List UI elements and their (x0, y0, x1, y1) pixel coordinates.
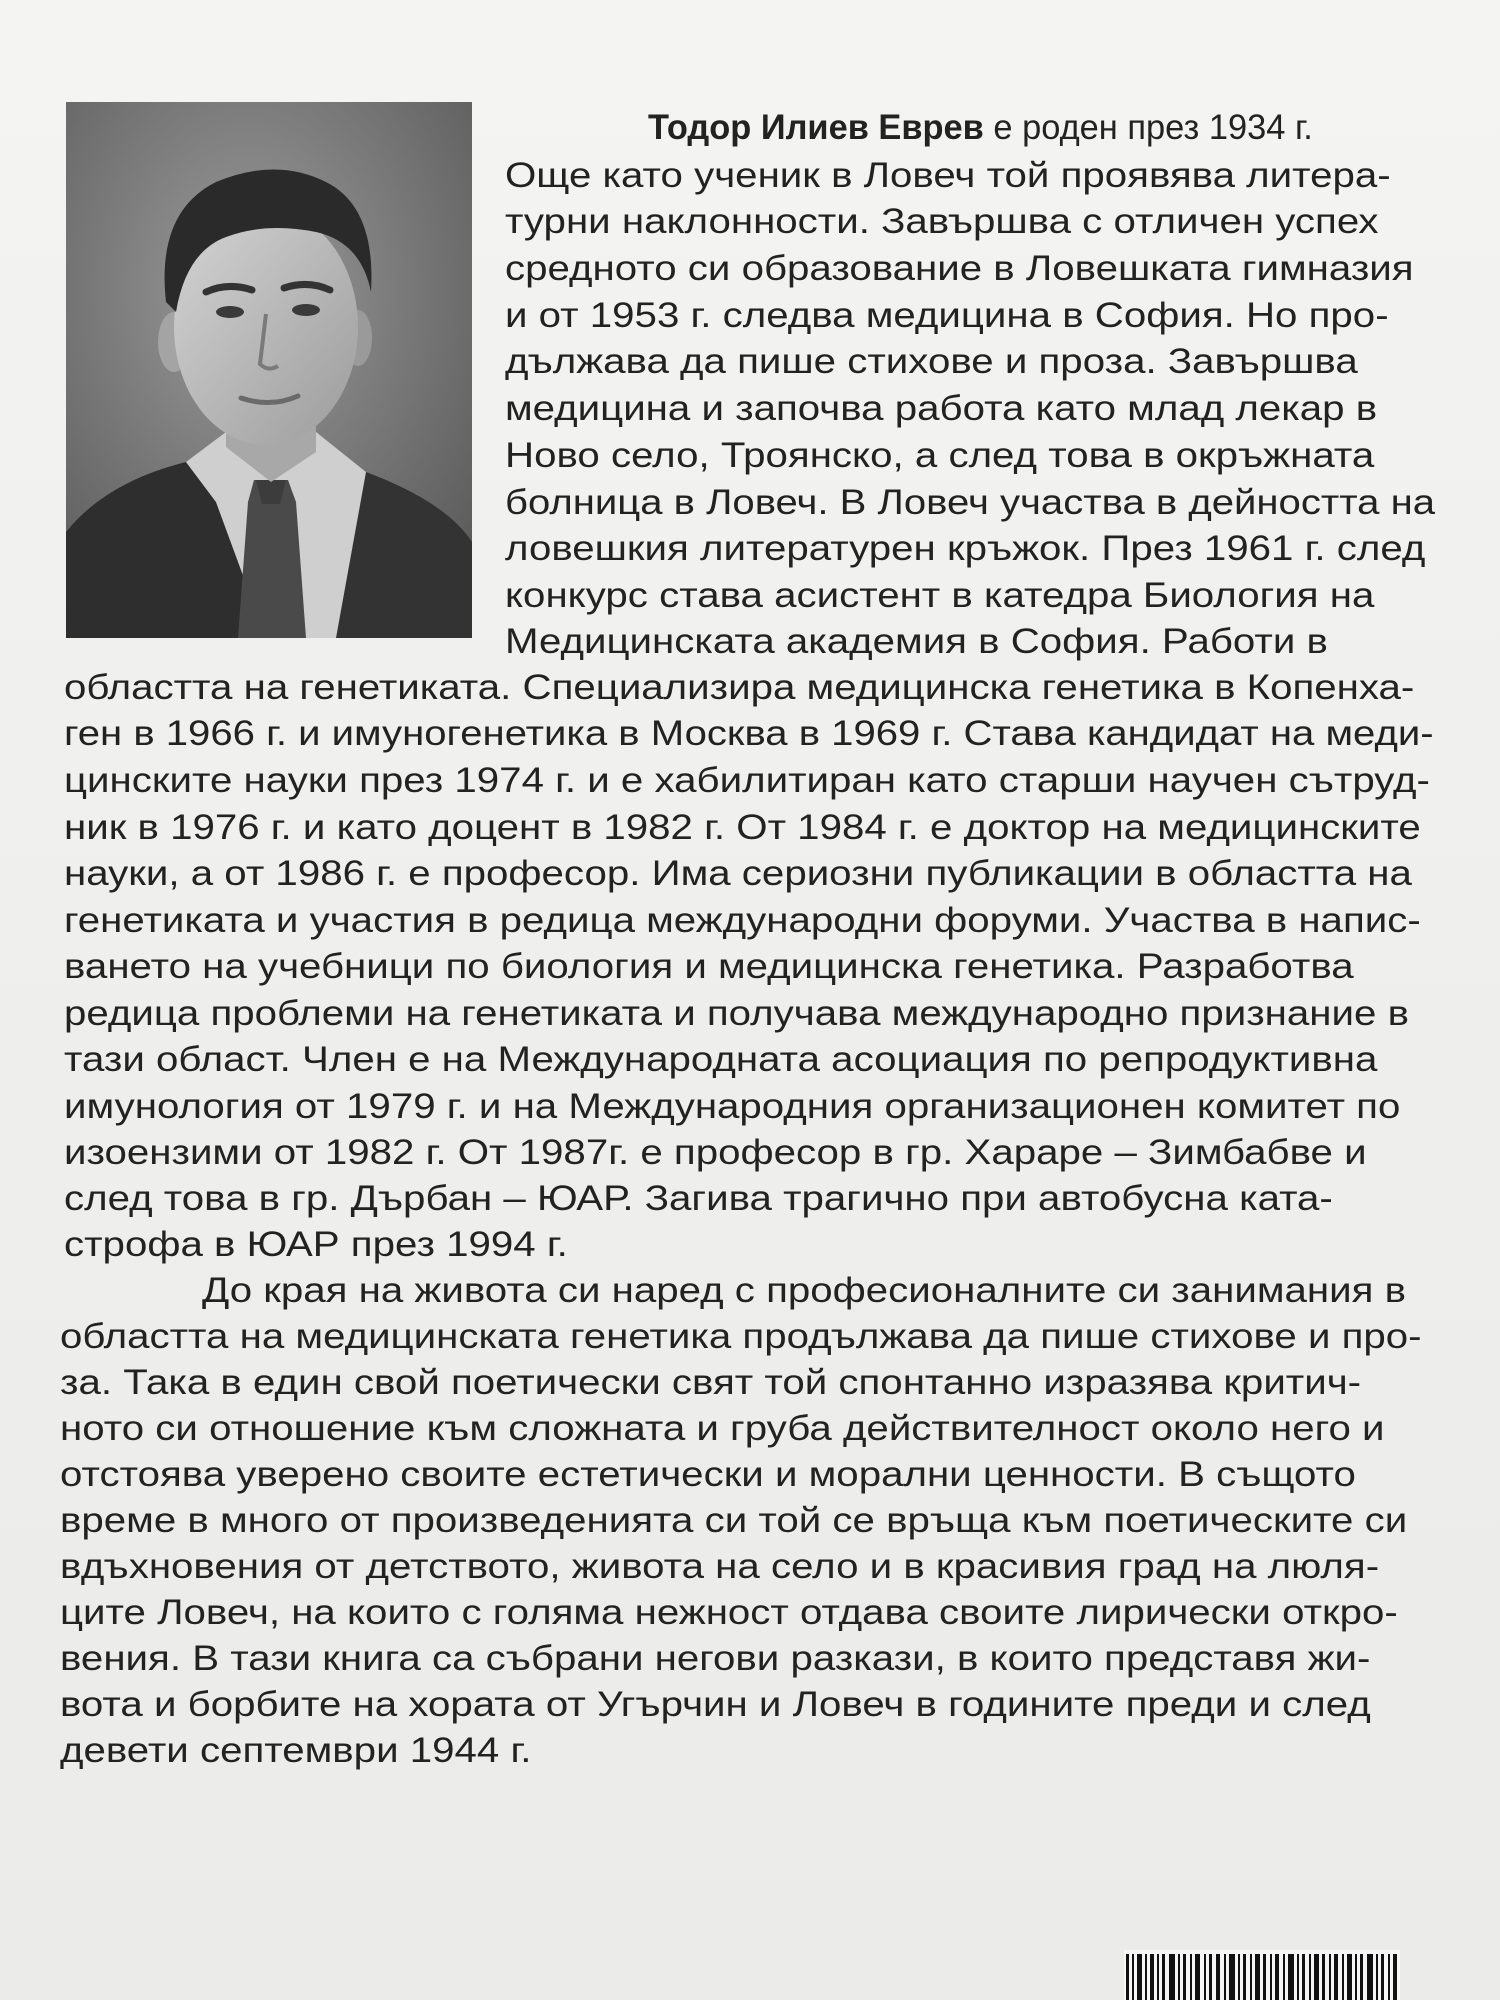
text-line: конкурс става асистент в катедра Биология на (505, 576, 1375, 615)
author-portrait-photo (66, 102, 472, 638)
text-line: медицина и започва работа като млад лекар в (505, 389, 1378, 428)
text-line: генетиката и участия в редица международни форуми. Участва в напис- (64, 901, 1421, 940)
text-line: цинските науки през 1974 г. и е хабилитиран като старши научен сътруд- (64, 761, 1430, 800)
text-line: науки, а от 1986 г. е професор. Има сериозни публикации в областта на (64, 854, 1412, 893)
barcode-graphic (1124, 1950, 1400, 2000)
text-line: вдъхновения от детството, живота на село и в красивия град на люля- (60, 1547, 1380, 1586)
text-line: средното си образование в Ловешката гимназия (505, 249, 1414, 288)
text-line: строфа в ЮАР през 1994 г. (64, 1225, 568, 1264)
text-line: и от 1953 г. следва медицина в София. Но про- (505, 296, 1389, 335)
text-line: Още като ученик в Ловеч той проявява литера- (505, 156, 1391, 195)
text-line: отстоява уверено своите естетически и морални ценности. В същото (60, 1455, 1356, 1494)
text-line: Медицинската академия в София. Работи в (505, 622, 1328, 661)
text-line: след това в гр. Дърбан – ЮАР. Загива трагично при автобусна ката- (64, 1179, 1333, 1218)
text-line: болница в Ловеч. В Ловеч участва в дейността на (505, 483, 1436, 522)
text-line: ците Ловеч, на които с голяма нежност отдава своите лирически откро- (60, 1593, 1398, 1632)
text-line: дължава да пише стихове и проза. Завършва (505, 342, 1358, 381)
text-line: областта на медицинската генетика продължава да пише стихове и про- (60, 1317, 1422, 1356)
intro-text: е роден през 1934 г. (983, 108, 1313, 147)
text-line: редица проблеми на генетиката и получава международно признание в (64, 994, 1409, 1033)
text-line: вения. В тази книга са събрани негови разкази, в които представя жи- (60, 1639, 1371, 1678)
text-line: Ново село, Троянско, а след това в окръжната (505, 436, 1375, 475)
text-line-p1-0 (648, 105, 1313, 151)
text-line: тази област. Член е на Международната асоциация по репродуктивна (64, 1040, 1378, 1079)
author-name: Тодор Илиев Еврев (648, 108, 984, 147)
text-line: ното си отношение към сложната и груба действителност около него и (60, 1409, 1385, 1448)
text-line: ването на учебници по биология и медицинска генетика. Разработва (64, 947, 1354, 986)
text-line: ловешкия литературен кръжок. През 1961 г. след (505, 529, 1426, 568)
text-line: турни наклонности. Завършва с отличен успех (505, 202, 1379, 241)
text-line: областта на генетиката. Специализира медицинска генетика в Копенха- (64, 668, 1415, 707)
text-line: имунология от 1979 г. и на Международния организационен комитет по (64, 1087, 1401, 1126)
text-line: ник в 1976 г. и като доцент в 1982 г. От 1984 г. е доктор на медицинските (64, 808, 1421, 847)
text-line: ген в 1966 г. и имуногенетика в Москва в 1969 г. Става кандидат на меди- (64, 714, 1434, 753)
text-line: изоензими от 1982 г. От 1987г. е професор в гр. Хараре – Зимбабве и (64, 1133, 1367, 1172)
text-line: за. Така в един свой поетически свят той спонтанно изразява критич- (60, 1363, 1362, 1402)
text-line: девети септември 1944 г. (60, 1731, 532, 1770)
text-line: До края на живота си наред с професионалните си занимания в (202, 1271, 1406, 1310)
text-line: вота и борбите на хората от Угърчин и Ловеч в годините преди и след (60, 1685, 1371, 1724)
text-line: време в много от произведенията си той се връща към поетическите си (60, 1501, 1408, 1540)
